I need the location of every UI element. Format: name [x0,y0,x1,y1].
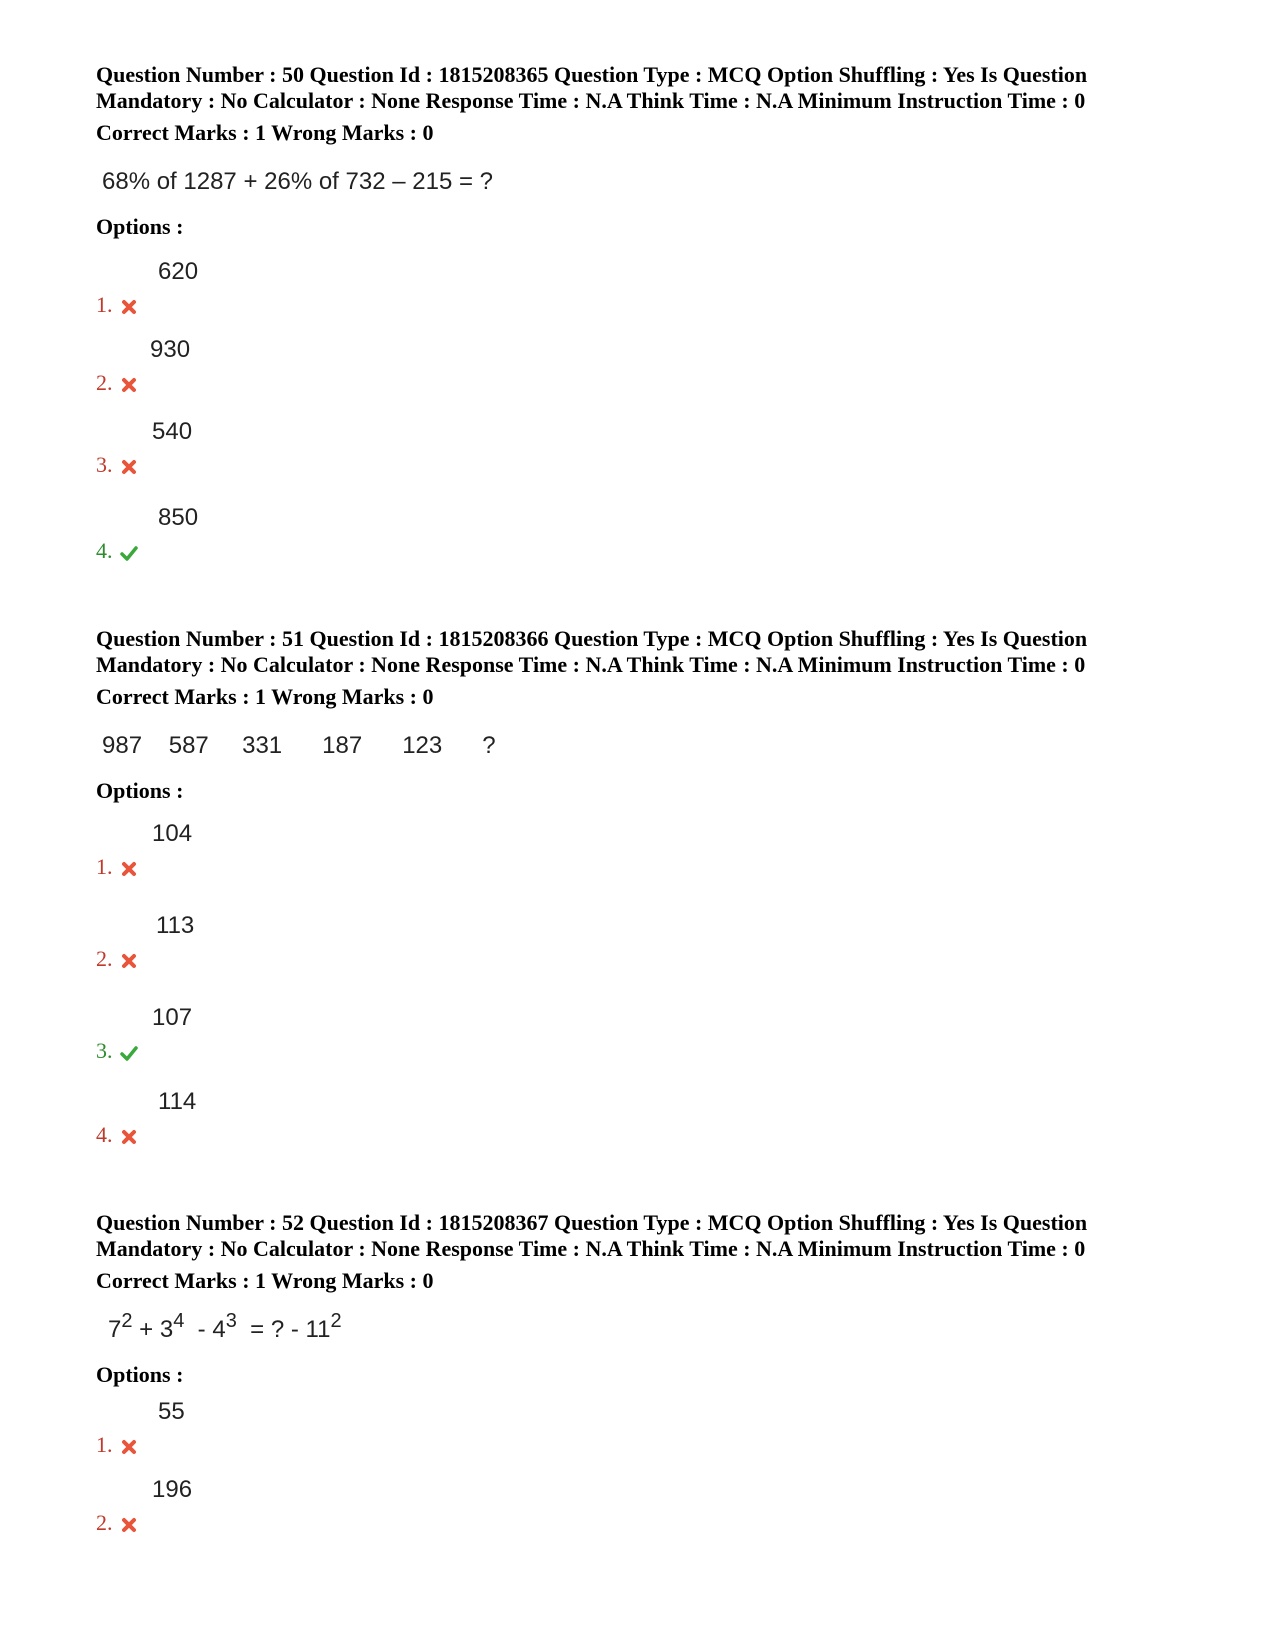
option-3: 3. 540 [96,418,193,477]
options-label: Options : [96,214,184,239]
option-value: 196 [152,1476,193,1503]
options-list [96,244,1196,584]
option-1: 1. 55 [96,1398,185,1457]
question-meta: Question Number : 52 Question Id : 1815208367 Question Type : MCQ Option Shuffling : Yes Is Question Mandatory : No Calculator : None Response Time : N.A Think Time : N.A Minimum Instruction Time : 0 [96,1210,1088,1261]
cross-icon [120,1516,138,1534]
cross-icon [120,860,138,878]
option-value: 114 [158,1088,197,1115]
option-value: 104 [152,820,193,847]
option-value: 107 [152,1004,193,1031]
options-list [96,1392,1196,1592]
option-1: 1. 620 [96,258,199,317]
cross-icon [120,1438,138,1456]
cross-icon [120,458,138,476]
question-stem: 68% of 1287 + 26% of 732 – 215 = ? [102,168,493,195]
question-block-52 [96,1210,1196,1592]
option-value: 930 [150,336,191,363]
question-block-50 [96,62,1196,584]
options-label: Options : [96,1362,184,1387]
option-1: 1. 104 [96,820,193,879]
marks-info: Correct Marks : 1 Wrong Marks : 0 [96,120,434,145]
option-value: 540 [152,418,193,445]
option-2: 2. 113 [96,912,195,971]
check-icon [120,1044,138,1062]
marks-info: Correct Marks : 1 Wrong Marks : 0 [96,684,434,709]
option-4: 4. 850 [96,504,199,563]
check-icon [120,544,138,562]
cross-icon [120,376,138,394]
option-value: 55 [158,1398,185,1425]
question-meta: Question Number : 51 Question Id : 1815208366 Question Type : MCQ Option Shuffling : Yes Is Question Mandatory : No Calculator : None Response Time : N.A Think Time : N.A Minimum Instruction Time : 0 [96,626,1088,677]
cross-icon [120,952,138,970]
cross-icon [120,298,138,316]
option-2: 2. 196 [96,1476,193,1535]
options-list [96,808,1196,1168]
option-2: 2. 930 [96,336,191,395]
question-block-51 [96,626,1196,1168]
options-label: Options : [96,778,184,803]
question-stem: $7^2 + 3^4 - 4^3$ = ? - $11^2$ [108,1310,342,1343]
cross-icon [120,1128,138,1146]
question-meta: Question Number : 50 Question Id : 1815208365 Question Type : MCQ Option Shuffling : Yes Is Question Mandatory : No Calculator : None Response Time : N.A Think Time : N.A Minimum Instruction Time : 0 [96,62,1088,113]
option-value: 620 [158,258,199,285]
option-value: 113 [156,912,195,939]
option-4: 4. 114 [96,1088,197,1147]
option-3: 3. 107 [96,1004,193,1063]
marks-info: Correct Marks : 1 Wrong Marks : 0 [96,1268,434,1293]
question-stem: 987 587 331 187 123 ? [102,732,496,759]
option-value: 850 [158,504,199,531]
